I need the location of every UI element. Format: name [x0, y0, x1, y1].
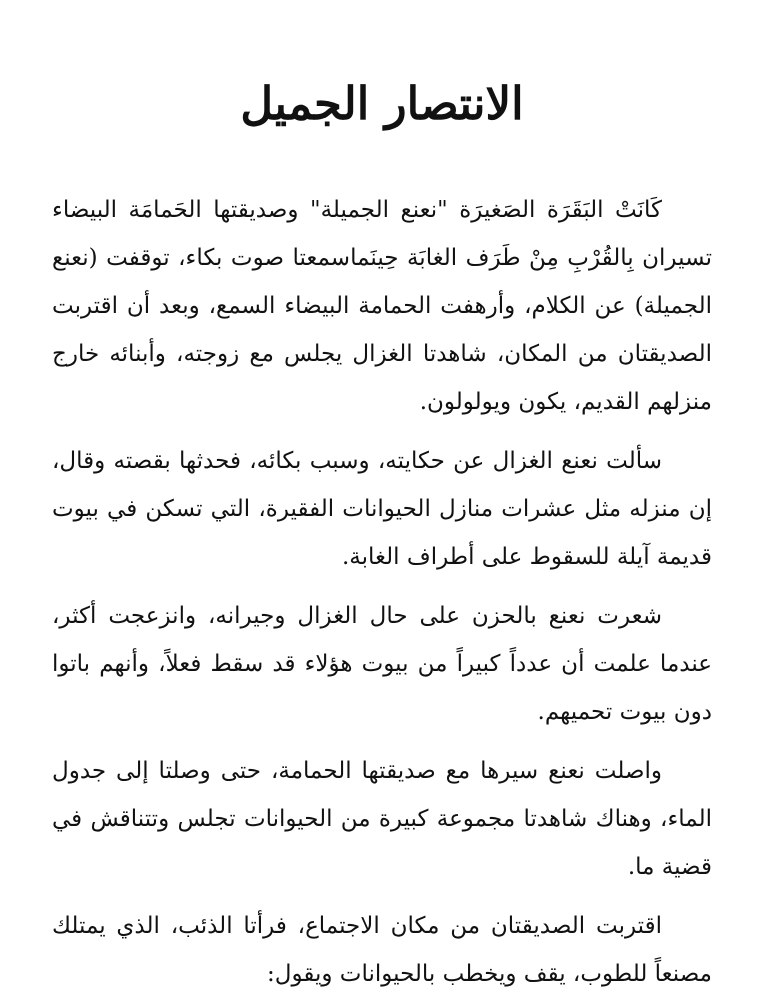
story-body: [52, 186, 712, 998]
paragraph: اقتربت الصديقتان من مكان الاجتماع، فرأتا الذئب، الذي يمتلك مصنعاً للطوب، يقف ويخطب بالحيوانات ويقول:: [52, 913, 712, 987]
story-title: الانتصار الجميل: [240, 77, 524, 130]
paragraph: سألت نعنع الغزال عن حكايته، وسبب بكائه، فحدثها بقصته وقال، إن منزله مثل عشرات منازل الحيوانات الفقيرة، التي تسكن في بيوت قديمة آيلة للسقوط على أطراف الغابة.: [52, 448, 712, 570]
paragraph: شعرت نعنع بالحزن على حال الغزال وجيرانه، وانزعجت أكثر، عندما علمت أن عدداً كبيراً من بيوت هؤلاء قد سقط فعلاً، وأنهم باتوا دون بيوت تحميهم.: [52, 603, 712, 725]
paragraph: كَانَتْ البَقَرَة الصَغيرَة "نعنع الجميلة" وصديقتها الحَمامَة البيضاء تسيران بِالقُرْبِ مِنْ طَرَف الغابَة حِينَماسمعتا صوت بكاء، توقفت (نعنع الجميلة) عن الكلام، وأرهفت الحمامة البيضاء السمع، وبعد أن اقتربت الصديقتان من المكان، شاهدتا الغزال يجلس مع زوجته، وأبنائه خارج منزلهم القديم، يكون ويولولون.: [52, 197, 712, 415]
paragraph: واصلت نعنع سيرها مع صديقتها الحمامة، حتى وصلتا إلى جدول الماء، وهناك شاهدتا مجموعة كبيرة من الحيوانات تجلس وتتناقش في قضية ما.: [52, 758, 712, 880]
